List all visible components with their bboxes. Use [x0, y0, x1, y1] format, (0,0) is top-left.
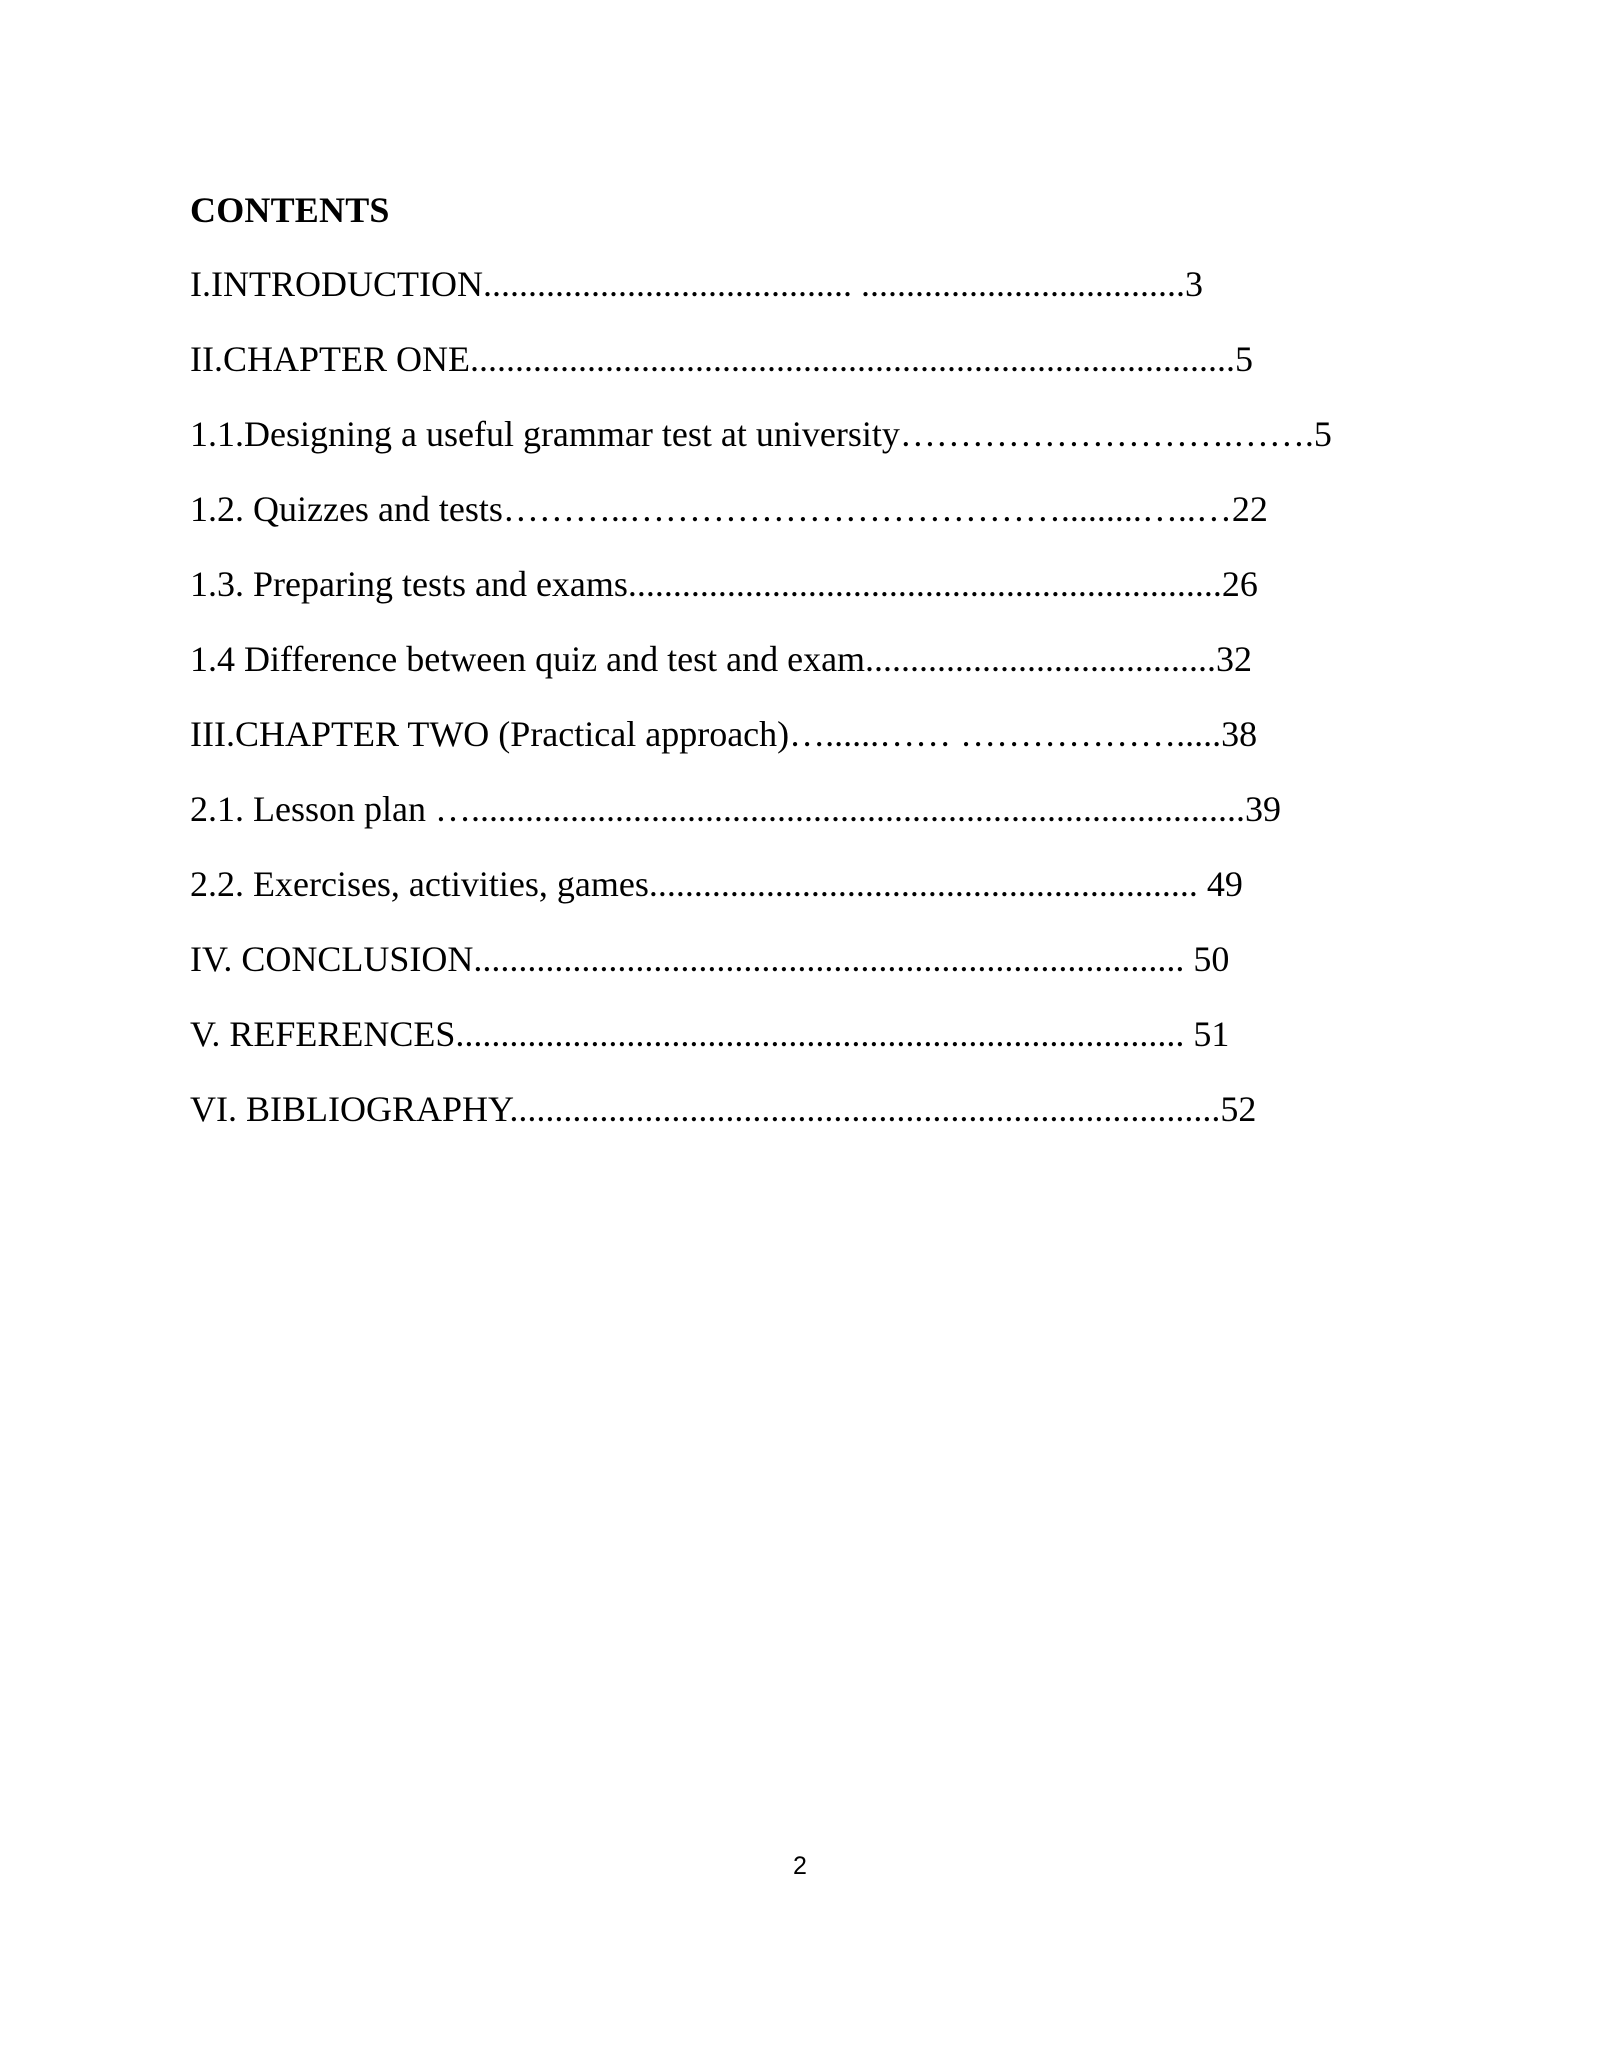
toc-entry-2-1: 2.1. Lesson plan …......................................................................................39	[190, 789, 1281, 829]
toc-entry-conclusion: IV. CONCLUSION............................................................................... 50	[190, 939, 1230, 979]
contents-heading: CONTENTS	[190, 190, 390, 230]
toc-entry-1-1: 1.1.Designing a useful grammar test at university……………………….…….5	[190, 414, 1332, 454]
toc-entry-1-3: 1.3. Preparing tests and exams..................................................................26	[190, 564, 1258, 604]
toc-entry-1-2: 1.2. Quizzes and tests………..……………………………….........…..…22	[190, 489, 1268, 529]
page-number: 2	[793, 1852, 807, 1880]
toc-entry-introduction: I.INTRODUCTION......................................... ....................................3	[190, 264, 1203, 304]
toc-entry-1-4: 1.4 Difference between quiz and test and exam.......................................32	[190, 639, 1253, 679]
table-of-contents	[190, 260, 1332, 1160]
toc-entry-2-2: 2.2. Exercises, activities, games............................................................. 49	[190, 864, 1243, 904]
toc-entry-chapter-one: II.CHAPTER ONE.....................................................................................5	[190, 339, 1253, 379]
toc-entry-chapter-two: III.CHAPTER TWO (Practical approach)…......…… ……………….....38	[190, 714, 1258, 754]
toc-entry-bibliography: VI. BIBLIOGRAPHY...............................................................................52	[190, 1089, 1257, 1129]
toc-entry-references: V. REFERENCES................................................................................. 51	[190, 1014, 1230, 1054]
